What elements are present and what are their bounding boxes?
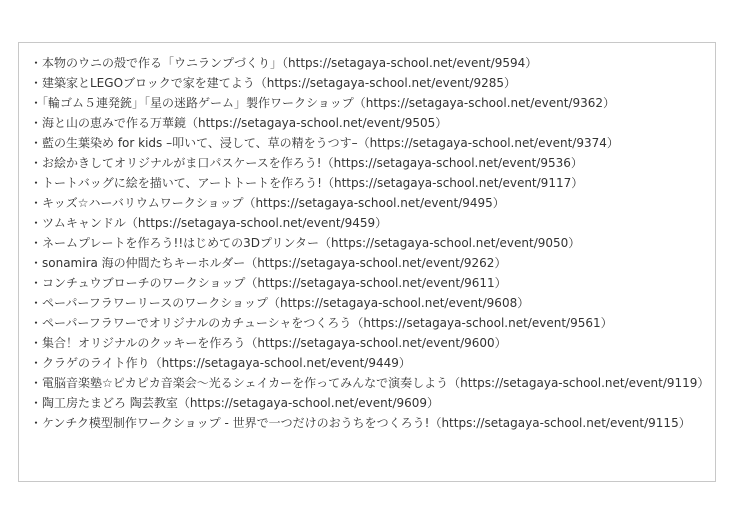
event-list-box: [18, 42, 716, 482]
list-item: ・ツムキャンドル（https://setagaya-school.net/event/9459）: [30, 216, 388, 230]
list-item: ・「輪ゴム５連発銃」「星の迷路ゲーム」製作ワークショップ（https://setagaya-school.net/event/9362）: [30, 96, 616, 110]
list-item: ・キッズ☆ハーバリウムワークショップ（https://setagaya-school.net/event/9495）: [30, 196, 505, 210]
event-list: [19, 53, 715, 433]
list-item: ・ケンチク模型制作ワークショップ - 世界で一つだけのおうちをつくろう!（https://setagaya-school.net/event/9115）: [30, 416, 691, 430]
list-item: ・ネームプレートを作ろう!!はじめての3Dプリンター（https://setagaya-school.net/event/9050）: [30, 236, 581, 250]
list-item: ・電脳音楽塾☆ピカピカ音楽会〜光るシェイカーを作ってみんなで演奏しよう（https://setagaya-school.net/event/9119）: [30, 376, 710, 390]
list-item: ・ペーパーフラワーリースのワークショップ（https://setagaya-school.net/event/9608）: [30, 296, 530, 310]
list-item: ・海と山の恵みで作る万華鏡（https://setagaya-school.net/event/9505）: [30, 116, 448, 130]
list-item: ・sonamira 海の仲間たちキーホルダー（https://setagaya-school.net/event/9262）: [30, 256, 507, 270]
list-item: ・ペーパーフラワーでオリジナルのカチューシャをつくろう（https://setagaya-school.net/event/9561）: [30, 316, 613, 330]
list-item: ・藍の生葉染め for kids –叩いて、浸して、草の精をうつす–（https://setagaya-school.net/event/9374）: [30, 136, 619, 150]
list-item: ・お絵かきしてオリジナルがま口パスケースを作ろう!（https://setagaya-school.net/event/9536）: [30, 156, 583, 170]
list-item: ・陶工房たまどろ 陶芸教室（https://setagaya-school.net/event/9609）: [30, 396, 440, 410]
list-item: ・トートバッグに絵を描いて、アートトートを作ろう!（https://setagaya-school.net/event/9117）: [30, 176, 584, 190]
list-item: ・建築家とLEGOブロックで家を建てよう（https://setagaya-school.net/event/9285）: [30, 76, 517, 90]
list-item: ・本物のウニの殻で作る「ウニランプづくり」（https://setagaya-school.net/event/9594）: [30, 56, 538, 70]
list-item: ・コンチュウブローチのワークショップ（https://setagaya-school.net/event/9611）: [30, 276, 507, 290]
list-item: ・クラゲのライト作り（https://setagaya-school.net/event/9449）: [30, 356, 411, 370]
list-item: ・集合！オリジナルのクッキーを作ろう（https://setagaya-school.net/event/9600）: [30, 336, 507, 350]
